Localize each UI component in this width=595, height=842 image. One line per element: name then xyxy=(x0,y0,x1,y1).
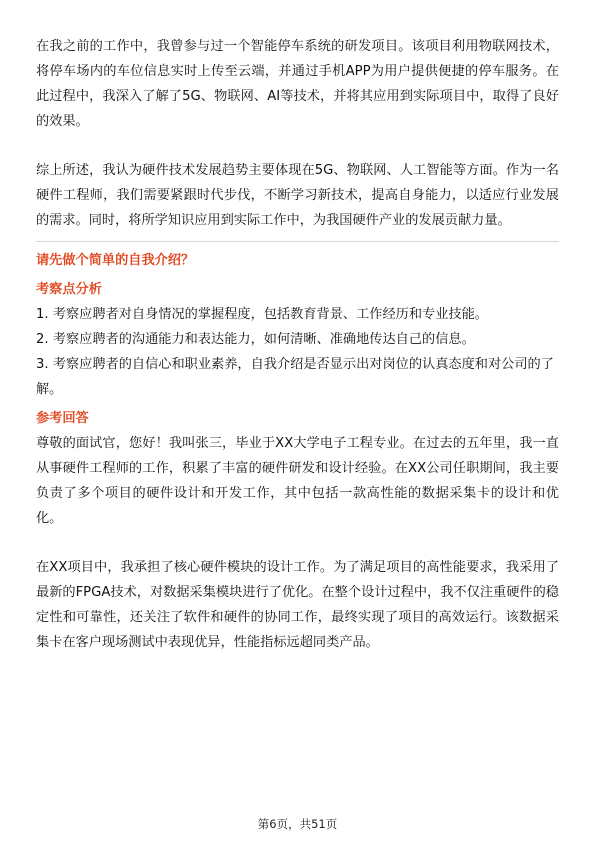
answer-paragraph-1: 尊敬的面试官，您好！我叫张三，毕业于XX大学电子工程专业。在过去的五年里，我一直从事硬件工程师的工作，积累了丰富的硬件研发和设计经验。在XX公司任职期间，我主要负责了多个项目的硬件设计和开发工作，其中包括一款高性能的数据采集卡的设计和优化。 xyxy=(36,436,559,526)
analysis-heading: 考察点分析 xyxy=(36,282,102,297)
intro-paragraph-2: 综上所述，我认为硬件技术发展趋势主要体现在5G、物联网、人工智能等方面。作为一名硬件工程师，我们需要紧跟时代步伐，不断学习新技术，提高自身能力，以适应行业发展的需求。同时，将所学知识应用到实际工作中，为我国硬件产业的发展贡献力量。 xyxy=(36,163,559,228)
page-number: 第6页，共51页 xyxy=(257,817,338,831)
answer-paragraph-2: 在XX项目中，我承担了核心硬件模块的设计工作。为了满足项目的高性能要求，我采用了最新的FPGA技术，对数据采集模块进行了优化。在整个设计过程中，我不仅注重硬件的稳定性和可靠性，还关注了软件和硬件的协同工作，最终实现了项目的高效运行。该数据采集卡在客户现场测试中表现优异，性能指标远超同类产品。 xyxy=(36,560,559,650)
analysis-item-3: 3. 考察应聘者的自信心和职业素养，自我介绍是否显示出对岗位的认真态度和对公司的了解。 xyxy=(36,357,554,397)
question-title: 请先做个简单的自我介绍？ xyxy=(36,253,195,268)
answer-heading: 参考回答 xyxy=(36,411,89,426)
paragraph-gap xyxy=(36,134,559,158)
intro-paragraph-1: 在我之前的工作中，我曾参与过一个智能停车系统的研发项目。该项目利用物联网技术，将停车场内的车位信息实时上传至云端，并通过手机APP为用户提供便捷的停车服务。在此过程中，我深入了解了5G、物联网、AI等技术，并将其应用到实际项目中，取得了良好的效果。 xyxy=(36,39,559,129)
analysis-item-2: 2. 考察应聘者的沟通能力和表达能力，如何清晰、准确地传达自己的信息。 xyxy=(36,332,475,347)
paragraph-gap xyxy=(36,531,559,555)
section-divider xyxy=(36,241,559,242)
analysis-item-1: 1. 考察应聘者对自身情况的掌握程度，包括教育背景、工作经历和专业技能。 xyxy=(36,307,488,322)
